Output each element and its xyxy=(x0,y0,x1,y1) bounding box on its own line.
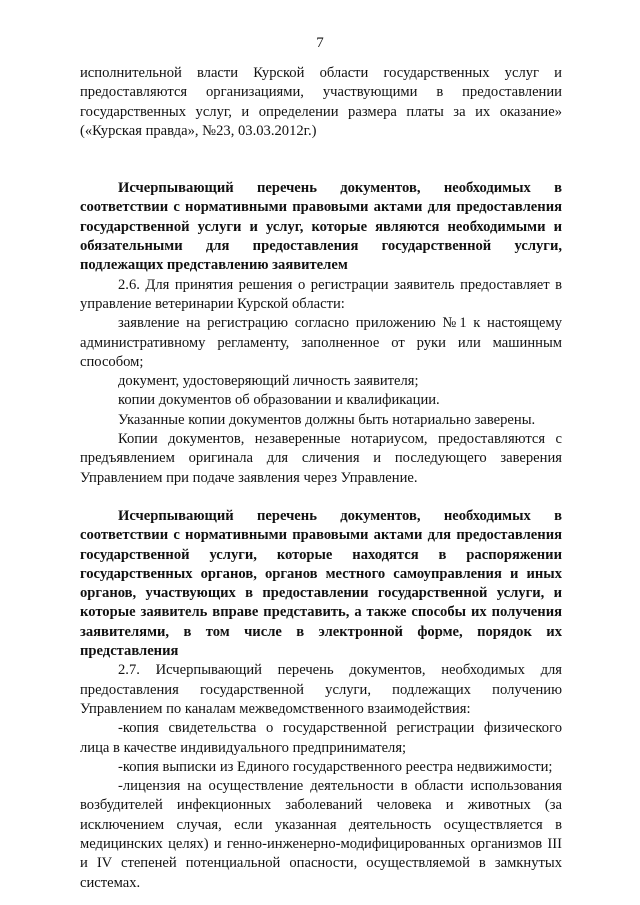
list-item-registry-extract: -копия выписки из Единого государственного реестра недвижимости; xyxy=(118,758,553,775)
spacer xyxy=(80,160,562,179)
document-body xyxy=(80,64,562,893)
paragraph-continuation: исполнительной власти Курской области государственных услуг и предоставляются организациями, участвующими в предоставлении государственных услуг, и определении размера платы за их оказание» («Курская правда», №23, 03.03.2012г.) xyxy=(80,65,562,139)
spacer xyxy=(80,141,562,160)
section-heading-interagency-documents: Исчерпывающий перечень документов, необходимых в соответствии с нормативными правовыми актами для предоставления государственной услуги, которые находятся в распоряжении государственных органов, органов местного самоуправления и иных органов, участвующих в предоставлении государственной услуги, и которые заявитель вправе представить, а также способы их получения заявителями, в том числе в электронной форме, порядок их представления xyxy=(80,507,562,660)
paragraph-notarization: Указанные копии документов должны быть нотариально заверены. xyxy=(118,411,536,428)
page-number: 7 xyxy=(316,35,324,51)
list-item-registration-certificate: -копия свидетельства о государственной регистрации физического лица в качестве индивидуального предпринимателя; xyxy=(80,720,562,756)
paragraph-2-6: 2.6. Для принятия решения о регистрации заявитель предоставляет в управление ветеринарии Курской области: xyxy=(80,276,562,312)
list-item-identity-document: документ, удостоверяющий личность заявителя; xyxy=(118,373,419,390)
section-heading-required-documents: Исчерпывающий перечень документов, необходимых в соответствии с нормативными правовыми актами для предоставления государственной услуги и услуг, которые являются необходимыми и обязательными для предоставления государственной услуги, подлежащих представлению заявителем xyxy=(80,180,562,274)
paragraph-unnotarized-copies: Копии документов, незаверенные нотариусом, предоставляются с предъявлением оригинала для сличения и последующего заверения Управлением при подаче заявления через Управление. xyxy=(80,431,562,486)
spacer xyxy=(80,488,562,507)
list-item-application: заявление на регистрацию согласно приложению №1 к настоящему административному регламенту, заполненное от руки или машинным способом; xyxy=(80,315,562,370)
list-item-education-copies: копии документов об образовании и квалификации. xyxy=(118,392,440,409)
paragraph-2-7: 2.7. Исчерпывающий перечень документов, необходимых для предоставления государственной услуги, подлежащих получению Управлением по каналам межведомственного взаимодействия: xyxy=(80,662,562,717)
list-item-license: -лицензия на осуществление деятельности в области использования возбудителей инфекционных заболеваний человека и животных (за исключением случая, если указанная деятельность осуществляется в медицинских целях) и генно-инженерно-модифицированных организмов III и IV степеней потенциальной опасности, осуществляемой в замкнутых системах. xyxy=(80,778,562,891)
